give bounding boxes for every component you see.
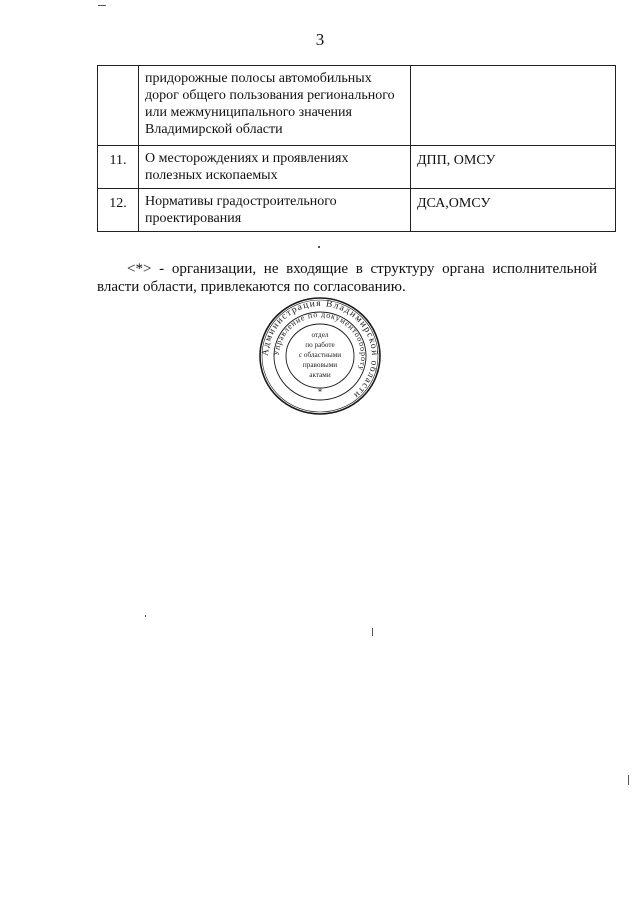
stamp-line: отдел	[311, 331, 329, 339]
row-organizations: ДПП, ОМСУ	[411, 146, 616, 189]
scan-mark	[145, 615, 146, 617]
stamp-star: *	[317, 387, 323, 397]
scan-mark	[318, 246, 320, 248]
table-row	[98, 189, 616, 232]
official-stamp	[258, 296, 382, 416]
row-number: 11.	[98, 146, 139, 189]
stamp-line: с областными	[298, 351, 342, 359]
row-organizations: ДСА,ОМСУ	[411, 189, 616, 232]
stamp-line: правовыми	[302, 361, 338, 369]
scan-mark	[628, 775, 629, 785]
scan-mark	[98, 5, 106, 6]
scan-mark	[372, 628, 373, 636]
page-number: 3	[315, 30, 325, 49]
table-row	[98, 146, 616, 189]
stamp-seal-icon	[258, 296, 382, 416]
stamp-outer-text: Администрация Владимирской области	[260, 298, 380, 401]
row-organizations	[411, 66, 616, 146]
row-number	[98, 66, 139, 146]
document-table	[97, 65, 616, 232]
row-name: придорожные полосы автомобильных дорог общего пользования регионального или межмуниципального значения Владимирской области	[139, 66, 411, 146]
row-number: 12.	[98, 189, 139, 232]
row-name: Нормативы градостроительного проектирования	[139, 189, 411, 232]
table-row	[98, 66, 616, 146]
stamp-line: по работе	[305, 341, 335, 349]
stamp-ring-text: Управление по документообороту	[271, 309, 369, 373]
footnote: <*> - организации, не входящие в структуру органа исполнительной власти области, привлекаются по согласованию.	[97, 261, 597, 295]
row-name: О месторождениях и проявлениях полезных ископаемых	[139, 146, 411, 189]
stamp-line: актами	[309, 371, 331, 379]
